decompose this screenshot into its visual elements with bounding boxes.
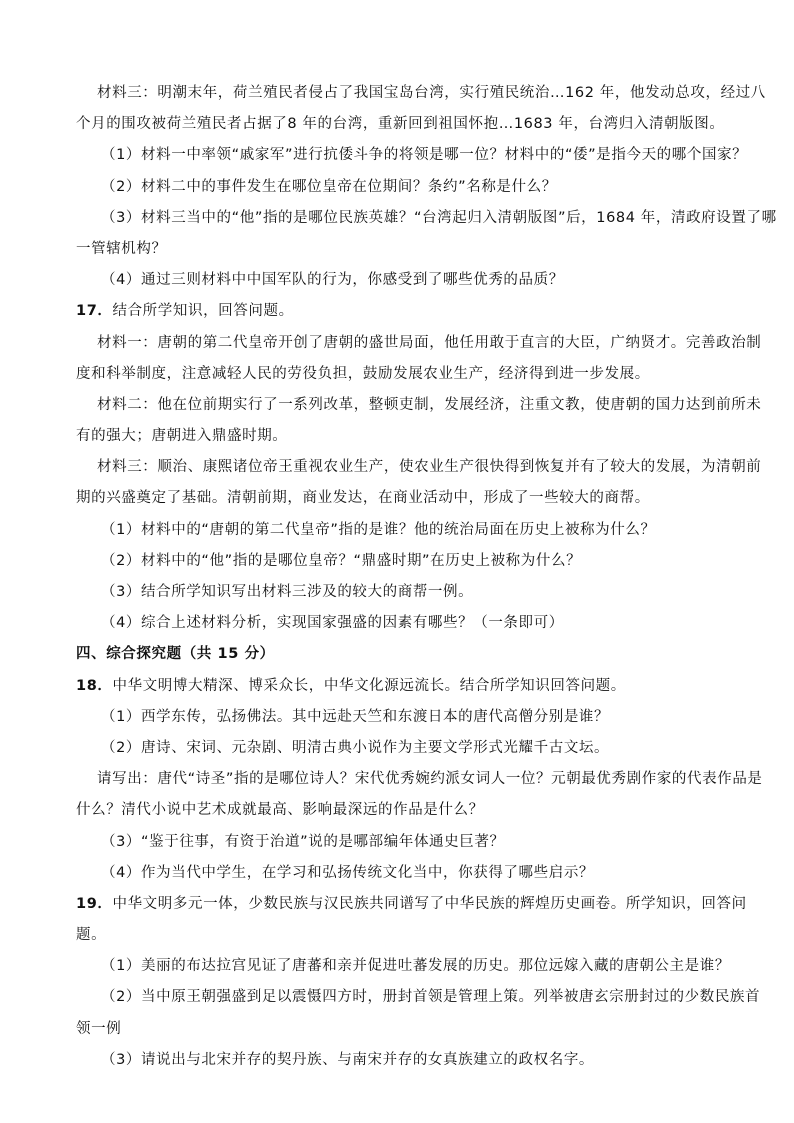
text-line: （1）西学东传，弘扬佛法。其中远赴天竺和东渡日本的唐代高僧分别是谁？ bbox=[101, 708, 610, 725]
question-number: 17． bbox=[76, 303, 113, 320]
text-line: 一管辖机构？ bbox=[76, 240, 167, 257]
question-text: 中华文明博大精深、博采众长，中华文化源远流长。结合所学知识回答问题。 bbox=[112, 677, 626, 694]
text-line: （3）“鉴于往事，有资于治道”说的是哪部编年体通史巨著？ bbox=[101, 833, 505, 850]
question-stem bbox=[76, 671, 726, 702]
text-line: 材料二：他在位前期实行了一系列改革，整顿吏制，发展经济，注重文教，使唐朝的国力达到前所未 bbox=[97, 396, 762, 413]
text-line: 个月的围攻被荷兰殖民者占据了8 年的台湾，重新回到祖国怀抱…1683 年，台湾归入清朝版图。 bbox=[76, 116, 725, 133]
text-line: 期的兴盛奠定了基础。清朝前期，商业发达，在商业活动中，形成了一些较大的商帮。 bbox=[76, 490, 650, 507]
question-text: 结合所学知识，回答问题。 bbox=[112, 303, 294, 320]
text-line: 题。 bbox=[76, 927, 107, 944]
document-page bbox=[76, 78, 777, 1076]
question-stem bbox=[76, 296, 726, 327]
text-line: （3）结合所学知识写出材料三涉及的较大的商帮一例。 bbox=[101, 584, 474, 600]
text-line: （4）通过三则材料中中国军队的行为，你感受到了哪些优秀的品质？ bbox=[101, 272, 564, 289]
text-line: 有的强大；唐朝进入鼎盛时期。 bbox=[76, 428, 288, 445]
text-line: （2）当中原王朝强盛到足以震慑四方时，册封首领是管理上策。列举被唐玄宗册封过的少数民族首 bbox=[101, 989, 761, 1006]
text-line: 材料三：顺治、康熙诸位帝王重视农业生产，使农业生产很快得到恢复并有了较大的发展，为清朝前 bbox=[97, 459, 762, 476]
text-line: 请写出：唐代“诗圣”指的是哪位诗人？宋代优秀婉约派女词人一位？元朝最优秀剧作家的代表作品是 bbox=[97, 771, 763, 788]
text-line: （4）综合上述材料分析，实现国家强盛的因素有哪些？（一条即可） bbox=[101, 615, 564, 632]
text-line: （1）材料一中率领“戚家军”进行抗倭斗争的将领是哪一位？材料中的“倭”是指今天的哪个国家？ bbox=[101, 147, 748, 164]
text-line: （1）材料中的“唐朝的第二代皇帝”指的是谁？他的统治局面在历史上被称为什么？ bbox=[101, 521, 656, 538]
text-line: 材料一：唐朝的第二代皇帝开创了唐朝的盛世局面，他任用敢于直言的大臣，广纳贤才。完善政治制 bbox=[97, 334, 762, 351]
text-line: （2）材料中的“他”指的是哪位皇帝？“鼎盛时期”在历史上被称为什么？ bbox=[101, 552, 582, 569]
text-line: 度和科举制度，注意减轻人民的劳役负担，鼓励发展农业生产，经济得到进一步发展。 bbox=[76, 365, 650, 382]
text-line: 领一例 bbox=[76, 1020, 122, 1037]
question-text: 中华文明多元一体，少数民族与汉民族共同谱写了中华民族的辉煌历史画卷。所学知识，回答问 bbox=[112, 895, 747, 912]
text-line: 什么？清代小说中艺术成就最高、影响最深远的作品是什么？ bbox=[76, 802, 484, 819]
text-line: （2）材料二中的事件发生在哪位皇帝在位期间？条约”名称是什么？ bbox=[101, 178, 557, 195]
question-number: 19． bbox=[76, 895, 113, 912]
question-number: 18． bbox=[76, 677, 113, 694]
text-line: （1）美丽的布达拉宫见证了唐蕃和亲并促进吐蕃发展的历史。那位远嫁入藏的唐朝公主是谁？ bbox=[101, 958, 730, 975]
text-line: （2）唐诗、宋词、元杂剧、明清古典小说作为主要文学形式光耀千古文坛。 bbox=[101, 739, 610, 756]
text-line: 材料三：明潮末年，荷兰殖民者侵占了我国宝岛台湾，实行殖民统治…162 年，他发动总攻，经过八 bbox=[97, 85, 766, 101]
text-line: （3）请说出与北宋并存的契丹族、与南宋并存的女真族建立的政权名字。 bbox=[101, 1051, 595, 1068]
section-heading: 四、综合探究题（共 15 分） bbox=[76, 646, 275, 663]
text-line: （3）材料三当中的“他”指的是哪位民族英雄？“台湾起归入清朝版图”后，1684 年，清政府设置了哪 bbox=[101, 209, 777, 226]
text-line: （4）作为当代中学生，在学习和弘扬传统文化当中，你获得了哪些启示？ bbox=[101, 864, 595, 881]
question-stem bbox=[76, 889, 747, 920]
